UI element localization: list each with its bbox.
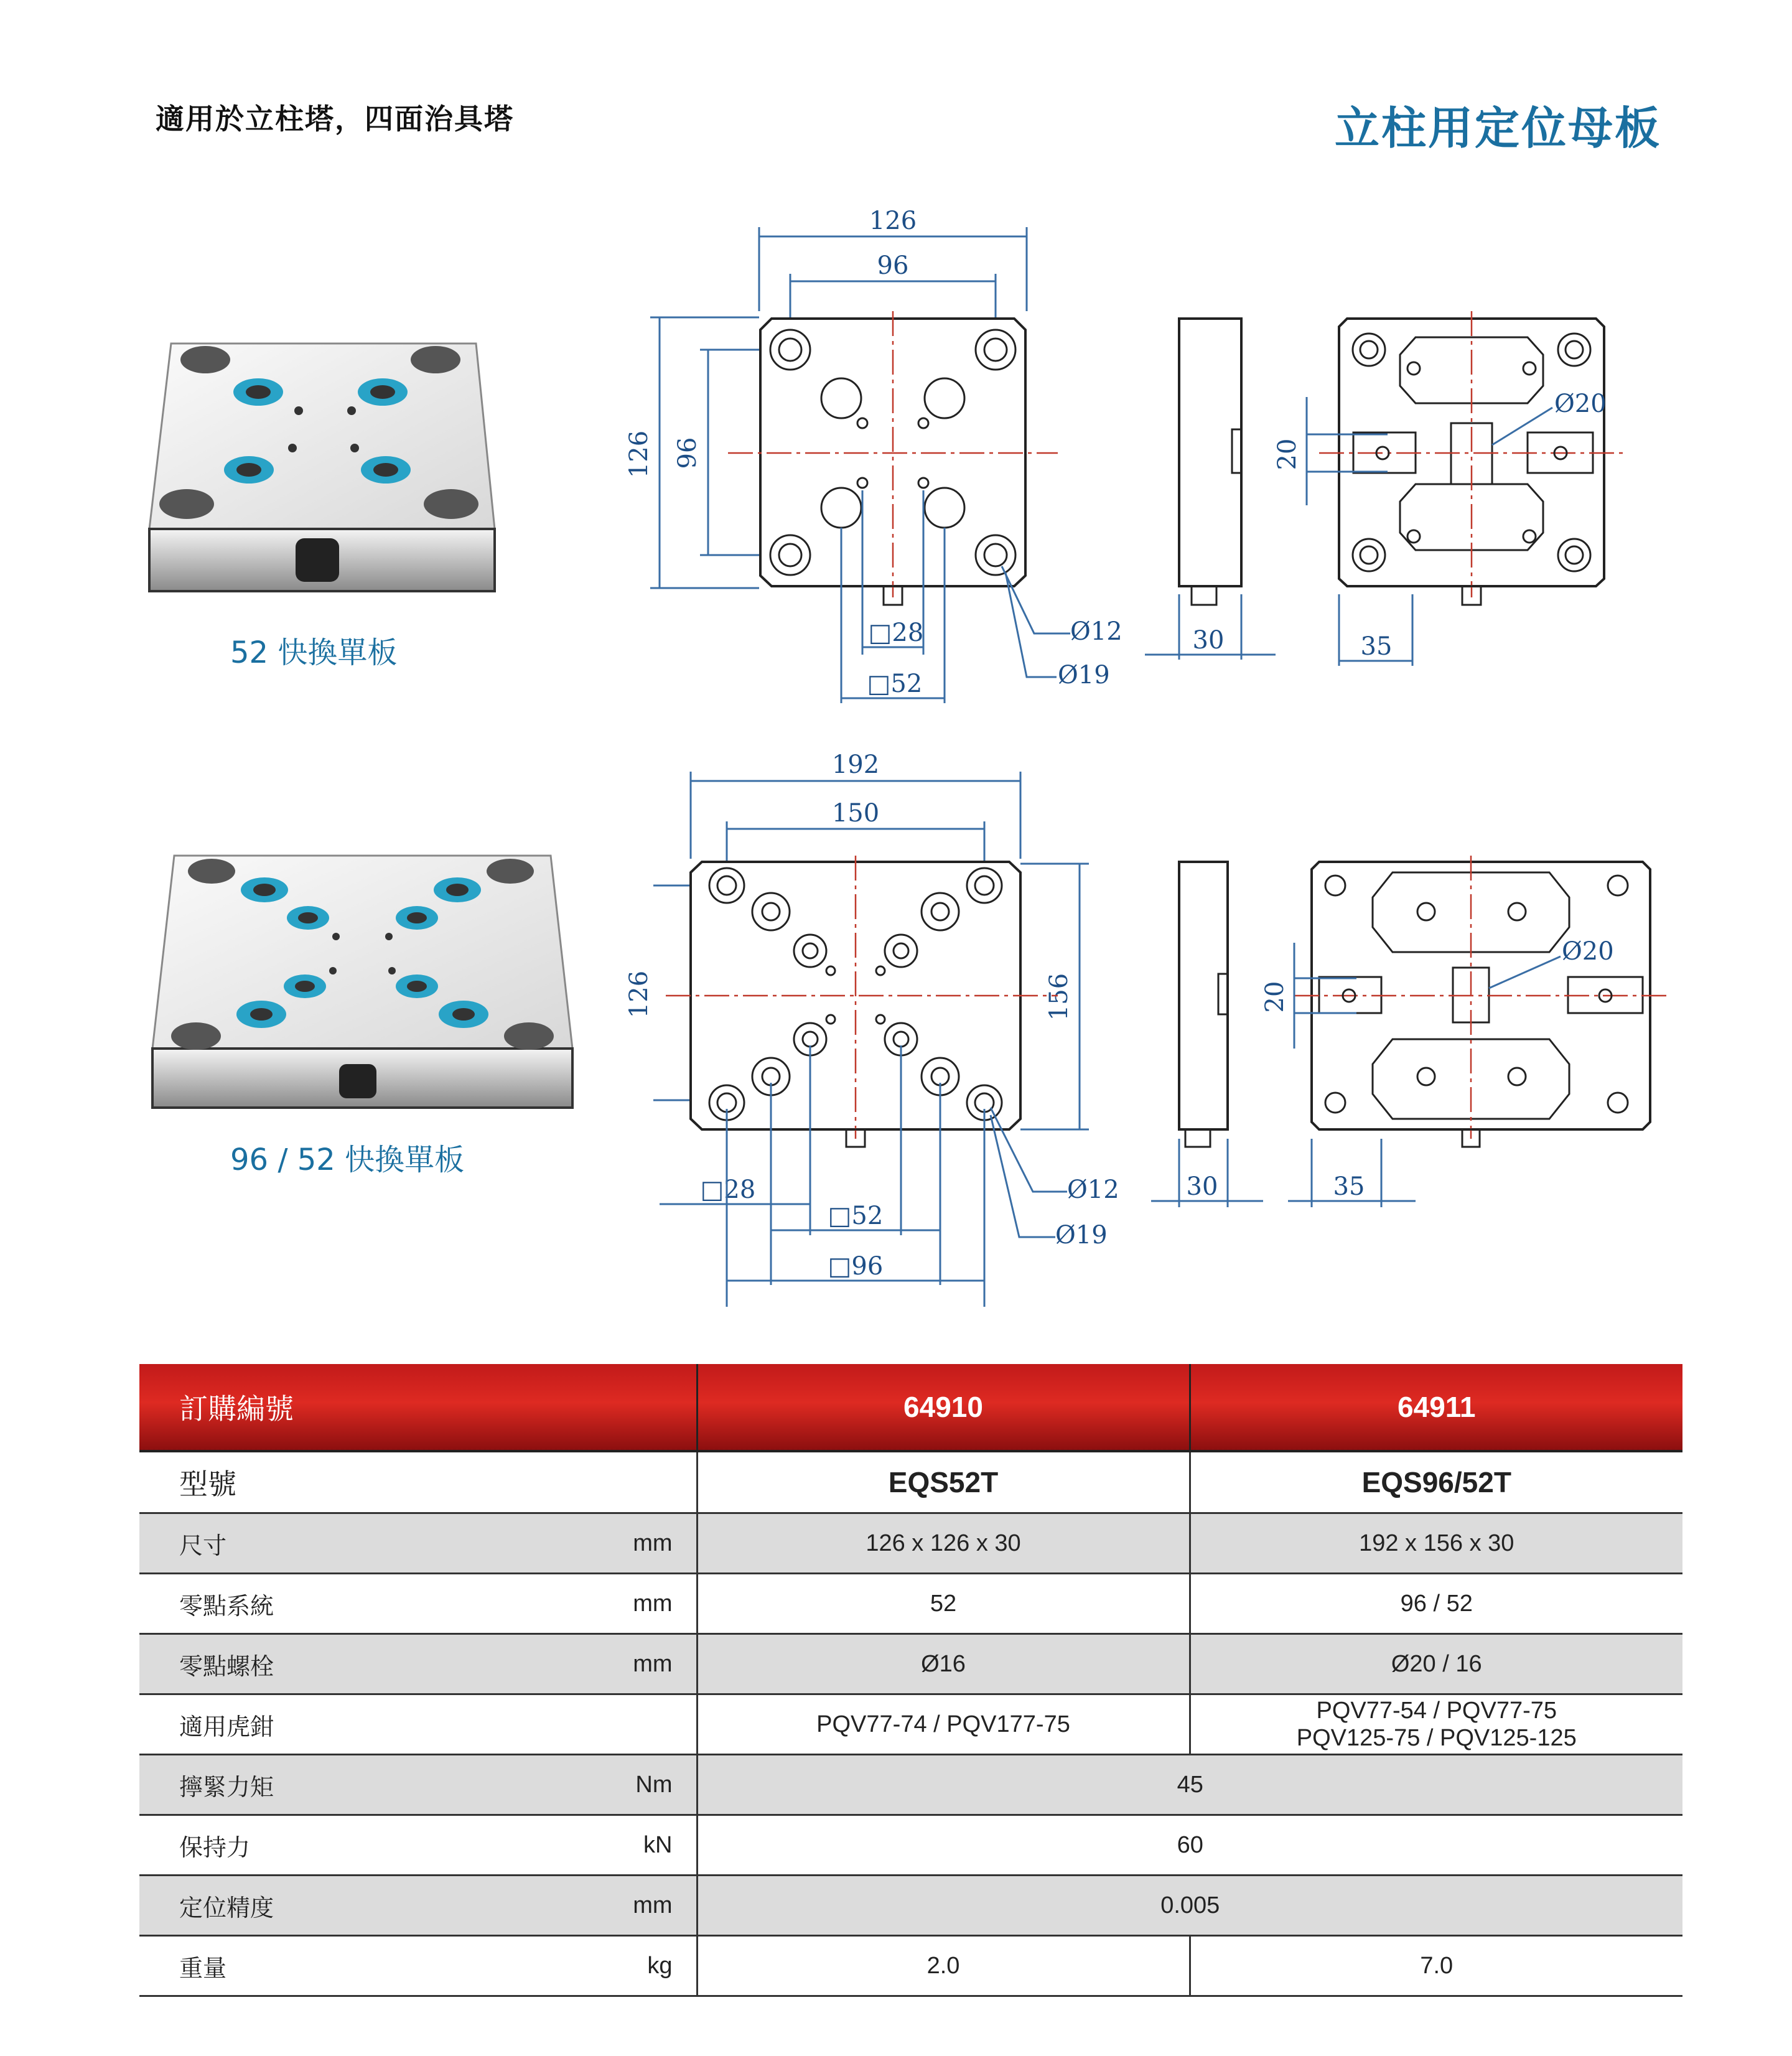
dim-top-inner: 96 xyxy=(877,251,909,280)
cell-value: 96 / 52 xyxy=(1190,1574,1682,1634)
row-label: 零點螺栓 xyxy=(139,1634,560,1694)
row-unit xyxy=(560,1694,697,1755)
dim2-left: 126 xyxy=(625,970,653,1019)
dim-square-52: □52 xyxy=(867,670,923,698)
back-dim-35: 35 xyxy=(1360,632,1393,661)
row-label: 擰緊力矩 xyxy=(139,1755,560,1815)
page-title: 立柱用定位母板 xyxy=(1334,102,1661,154)
spec-header-row xyxy=(139,1364,1682,1451)
back2-dim-35: 35 xyxy=(1333,1172,1365,1201)
back2-dim-diameter-20: Ø20 xyxy=(1562,937,1614,966)
product-caption-96-52: 96 / 52 快換單板 xyxy=(230,1142,465,1177)
row-label: 保持力 xyxy=(139,1815,560,1876)
dim2-top-outer: 192 xyxy=(831,750,880,779)
dim2-diameter-19: Ø19 xyxy=(1055,1221,1108,1250)
back-dim-20: 20 xyxy=(1273,438,1302,470)
dim-diameter-12: Ø12 xyxy=(1070,617,1122,646)
cell-value: 126 x 126 x 30 xyxy=(697,1513,1190,1574)
page-subtitle: 適用於立柱塔，四面治具塔 xyxy=(156,102,514,136)
spec-table xyxy=(139,1364,1682,1997)
cell-value: PQV77-74 / PQV177-75 xyxy=(697,1694,1190,1755)
row-unit: mm xyxy=(560,1513,697,1574)
row-label: 尺寸 xyxy=(139,1513,560,1574)
dim2-side-30: 30 xyxy=(1186,1172,1218,1201)
cell-value: EQS96/52T xyxy=(1190,1451,1682,1513)
spec-row-zero-point xyxy=(139,1574,1682,1634)
spec-row-model xyxy=(139,1451,1682,1513)
product-image-96-52 xyxy=(143,843,579,1117)
row-unit: kg xyxy=(560,1936,697,1996)
product-image-52 xyxy=(137,330,510,604)
dim-side-30: 30 xyxy=(1192,626,1225,655)
cell-line: PQV77-54 / PQV77-75 xyxy=(1316,1698,1557,1724)
row-unit: mm xyxy=(560,1876,697,1936)
product-caption-52: 52 快換單板 xyxy=(230,635,398,670)
dim2-square-52: □52 xyxy=(828,1202,884,1230)
cell-value: 192 x 156 x 30 xyxy=(1190,1513,1682,1574)
cell-value-multiline xyxy=(1190,1694,1682,1755)
dim2-diameter-12: Ø12 xyxy=(1067,1175,1119,1204)
spec-row-size xyxy=(139,1513,1682,1574)
dim-left-outer: 126 xyxy=(625,430,653,479)
cell-value: Ø16 xyxy=(697,1634,1190,1694)
cell-value: 60 xyxy=(697,1815,1682,1876)
cell-value: 52 xyxy=(697,1574,1190,1634)
spec-row-weight xyxy=(139,1936,1682,1996)
cell-value: EQS52T xyxy=(697,1451,1190,1513)
spec-row-vise xyxy=(139,1694,1682,1755)
cell-value: 7.0 xyxy=(1190,1936,1682,1996)
dim-square-28: □28 xyxy=(868,619,924,647)
spec-row-accuracy xyxy=(139,1876,1682,1936)
row-label: 適用虎鉗 xyxy=(139,1694,560,1755)
dim-left-inner: 96 xyxy=(673,437,702,469)
dim2-square-96: □96 xyxy=(828,1252,884,1281)
technical-drawing-52 xyxy=(610,187,1680,722)
spec-row-torque xyxy=(139,1755,1682,1815)
dim2-square-28: □28 xyxy=(700,1175,756,1204)
row-unit: kN xyxy=(560,1815,697,1876)
header-col-64910: 64910 xyxy=(697,1364,1190,1451)
row-unit: Nm xyxy=(560,1755,697,1815)
row-label: 型號 xyxy=(139,1451,697,1513)
dim-top-outer: 126 xyxy=(869,207,917,235)
back-dim-diameter-20: Ø20 xyxy=(1554,390,1607,418)
cell-line: PQV125-75 / PQV125-125 xyxy=(1296,1725,1577,1751)
row-unit: mm xyxy=(560,1574,697,1634)
cell-value: 0.005 xyxy=(697,1876,1682,1936)
header-col-64911: 64911 xyxy=(1190,1364,1682,1451)
row-label: 零點系統 xyxy=(139,1574,560,1634)
row-label: 重量 xyxy=(139,1936,560,1996)
spec-row-zero-bolt xyxy=(139,1634,1682,1694)
dim-diameter-19: Ø19 xyxy=(1058,661,1110,689)
cell-value: 45 xyxy=(697,1755,1682,1815)
spec-row-holding-force xyxy=(139,1815,1682,1876)
back2-dim-20: 20 xyxy=(1261,981,1289,1013)
technical-drawing-96-52 xyxy=(610,734,1680,1307)
row-unit: mm xyxy=(560,1634,697,1694)
cell-value: Ø20 / 16 xyxy=(1190,1634,1682,1694)
dim2-top-inner: 150 xyxy=(831,799,880,828)
row-label: 定位精度 xyxy=(139,1876,560,1936)
dim2-right: 156 xyxy=(1045,973,1073,1021)
cell-value: 2.0 xyxy=(697,1936,1190,1996)
header-order-no-label: 訂購編號 xyxy=(139,1364,697,1451)
